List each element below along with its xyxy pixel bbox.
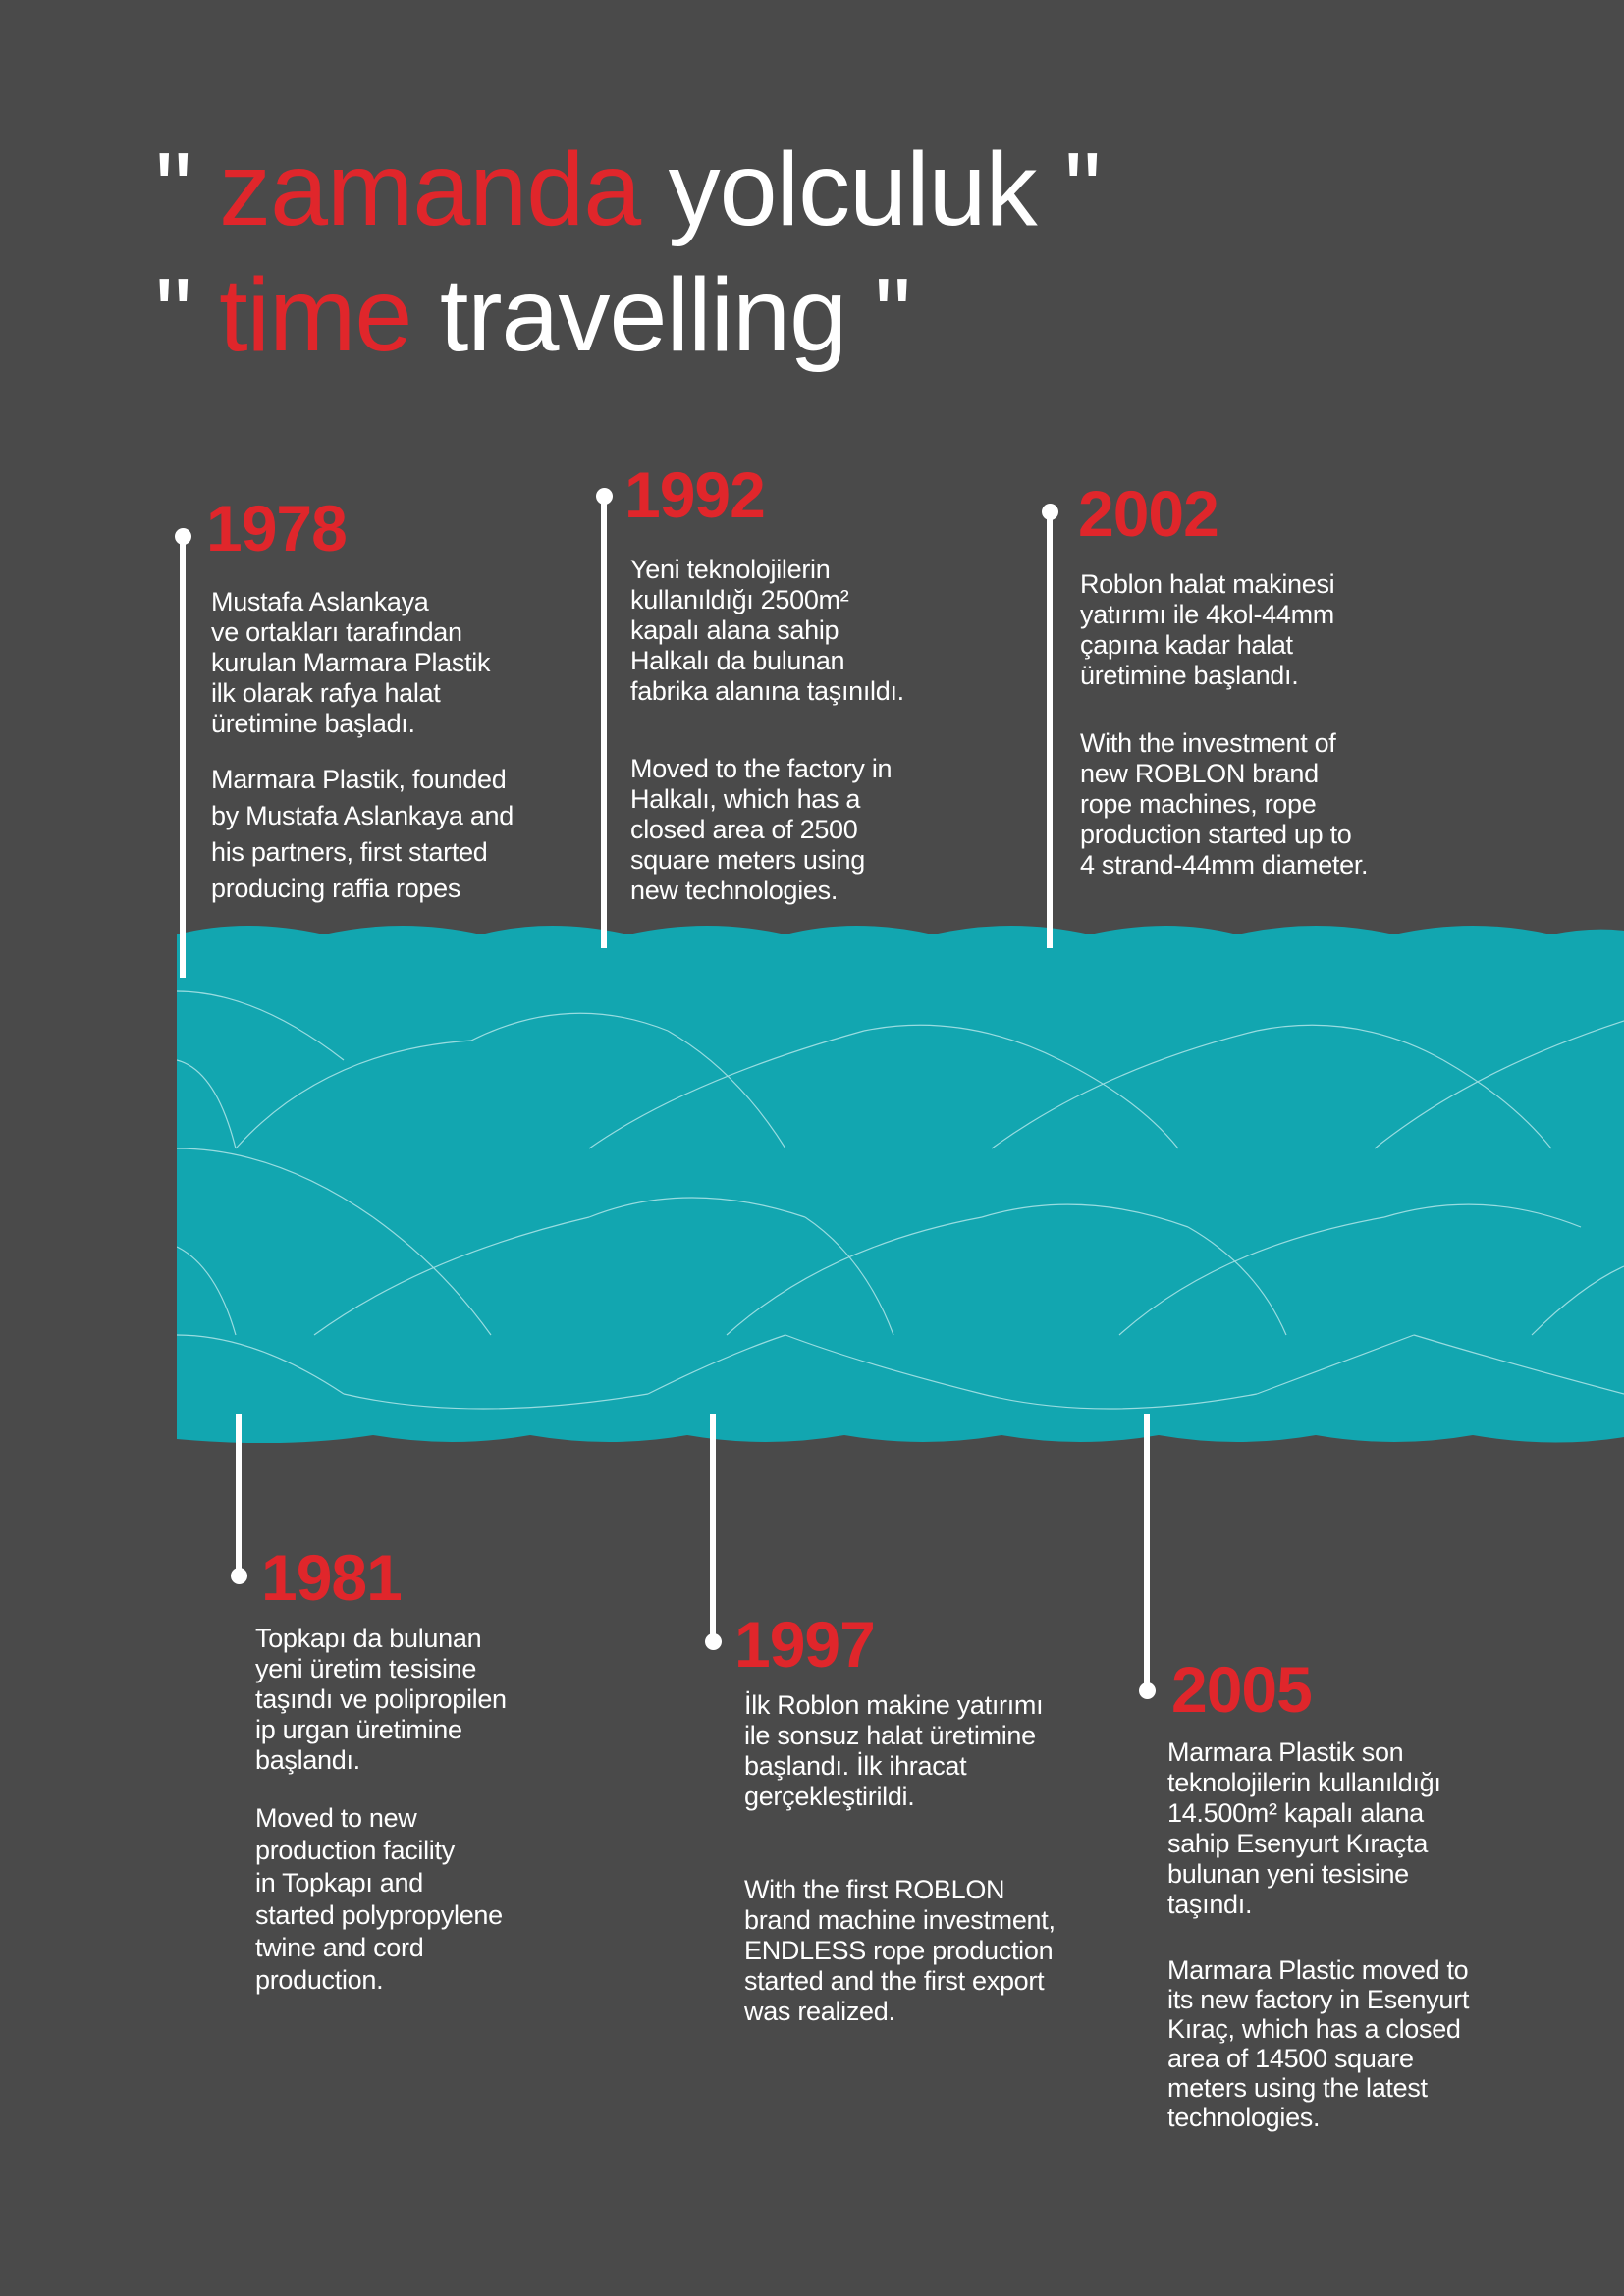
timeline-stem-1992 (601, 501, 607, 948)
timeline-stem-1997 (710, 1414, 716, 1645)
rope-body (177, 926, 1624, 1443)
text-en-1978: Marmara Plastik, founded by Mustafa Aslankaya and his partners, first started producing raffia ropes (211, 765, 514, 903)
timeline-stem-1978 (180, 536, 186, 978)
timeline-dot-2005 (1139, 1682, 1156, 1699)
text-en-1997: With the first ROBLON brand machine investment, ENDLESS rope production started and the first export was realized. (744, 1875, 1056, 2026)
title-red-word: zamanda (219, 132, 641, 247)
text-tr-2002: Roblon halat makinesi yatırımı ile 4kol-44mm çapına kadar halat üretimine başlandı. (1080, 569, 1335, 690)
title-english (155, 257, 911, 373)
braided-rope-illustration (177, 923, 1624, 1443)
text-tr-1992: Yeni teknolojilerin kullanıldığı 2500m² kapalı alana sahip Halkalı da bulunan fabrika alanına taşınıldı. (630, 555, 904, 706)
year-1981: 1981 (261, 1541, 402, 1614)
timeline-stem-2002 (1047, 516, 1053, 948)
text-en-1981: Moved to new production facility in Topkapı and started polypropylene twine and cord production. (255, 1803, 503, 1995)
year-1997: 1997 (734, 1608, 875, 1681)
text-en-2005: Marmara Plastic moved to its new factory in Esenyurt Kıraç, which has a closed area of 14500 square meters using the latest technologies. (1167, 1955, 1470, 2132)
year-1992: 1992 (624, 458, 765, 531)
year-2002: 2002 (1078, 477, 1218, 550)
text-en-1992: Moved to the factory in Halkalı, which has a closed area of 2500 square meters using new technologies. (630, 754, 893, 905)
title-quote: " (155, 132, 191, 247)
timeline-stem-2005 (1144, 1414, 1150, 1690)
year-1978: 1978 (206, 492, 347, 564)
title-turkish (155, 132, 1101, 247)
timeline-stem-1981 (236, 1414, 242, 1578)
title-red-word: time (219, 257, 412, 373)
title-quote: " (155, 257, 191, 373)
timeline-dot-1992 (596, 488, 613, 505)
timeline-dot-1981 (231, 1568, 247, 1584)
timeline-dot-1978 (175, 528, 191, 545)
year-2005: 2005 (1171, 1653, 1312, 1726)
title-white-word: travelling " (439, 257, 911, 373)
text-tr-1981: Topkapı da bulunan yeni üretim tesisine taşındı ve polipropilen ip urgan üretimine başlandı. (255, 1624, 507, 1775)
title-white-word: yolculuk " (668, 132, 1101, 247)
text-tr-1978: Mustafa Aslankaya ve ortakları tarafından kurulan Marmara Plastik ilk olarak rafya halat üretimine başladı. (211, 587, 491, 738)
text-en-2002: With the investment of new ROBLON brand rope machines, rope production started up to 4 strand-44mm diameter. (1080, 728, 1369, 880)
text-tr-2005: Marmara Plastik son teknolojilerin kullanıldığı 14.500m² kapalı alana sahip Esenyurt Kıraçta bulunan yeni tesisine taşındı. (1167, 1737, 1441, 1919)
text-tr-1997: İlk Roblon makine yatırımı ile sonsuz halat üretimine başlandı. İlk ihracat gerçekleştirildi. (744, 1690, 1044, 1811)
timeline-dot-2002 (1042, 504, 1058, 520)
timeline-dot-1997 (705, 1633, 722, 1650)
